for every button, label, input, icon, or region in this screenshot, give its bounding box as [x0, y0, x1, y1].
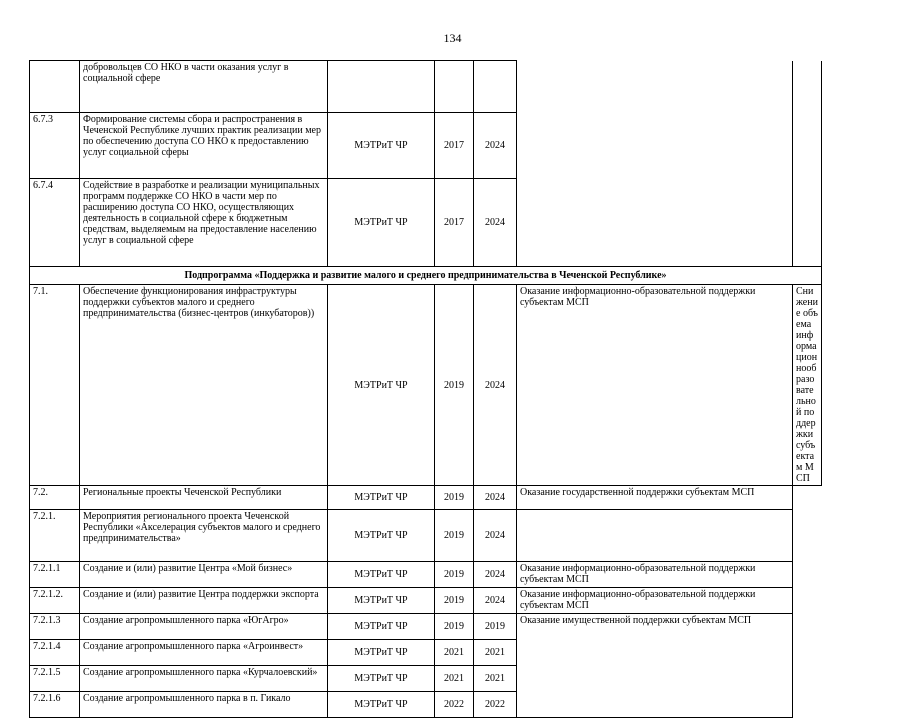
blank-result-area [517, 61, 793, 267]
executor: МЭТРиТ ЧР [328, 640, 435, 666]
end-year: 2024 [474, 113, 517, 179]
row-number: 7.2.1.4 [30, 640, 80, 666]
row-number [30, 61, 80, 113]
table-row [30, 562, 822, 588]
start-year: 2019 [435, 285, 474, 486]
end-year: 2024 [474, 510, 517, 562]
executor: МЭТРиТ ЧР [328, 510, 435, 562]
result-text: Оказание информационно-образовательной поддержки субъектам МСП [517, 285, 793, 486]
executor: МЭТРиТ ЧР [328, 562, 435, 588]
table-row [30, 510, 822, 562]
measures-table [29, 60, 822, 718]
measure-text: Мероприятия регионального проекта Чеченской Республики «Акселерация субъектов малого и среднего предпринимательства» [80, 510, 328, 562]
start-year: 2019 [435, 614, 474, 640]
start-year: 2019 [435, 510, 474, 562]
executor: МЭТРиТ ЧР [328, 692, 435, 718]
measure-text: Создание агропромышленного парка «ЮгАгро» [80, 614, 328, 640]
executor: МЭТРиТ ЧР [328, 285, 435, 486]
result-text: Оказание имущественной поддержки субъектам МСП [517, 614, 793, 718]
row-number: 7.2.1. [30, 510, 80, 562]
result-text: Оказание информационно-образовательной поддержки субъектам МСП [517, 562, 793, 588]
indicator-blank [793, 61, 822, 267]
executor: МЭТРиТ ЧР [328, 486, 435, 510]
measure-text: Региональные проекты Чеченской Республики [80, 486, 328, 510]
measure-text: Содействие в разработке и реализации муниципальных программ поддержке СО НКО в части мер по расширению доступа СО НКО, осуществляющих деятельность в социальной сфере к бюджетным средствам, выделяемым на предоставление населению услуг в социальной сфере [80, 179, 328, 267]
page-number: 134 [443, 31, 462, 45]
start-year: 2019 [435, 588, 474, 614]
executor: МЭТРиТ ЧР [328, 113, 435, 179]
result-text: Оказание информационно-образовательной поддержки субъектам МСП [517, 588, 793, 614]
measure-text: Создание и (или) развитие Центра поддержки экспорта [80, 588, 328, 614]
start-year [435, 61, 474, 113]
row-number: 6.7.4 [30, 179, 80, 267]
start-year: 2019 [435, 562, 474, 588]
end-year: 2021 [474, 666, 517, 692]
row-number: 7.2. [30, 486, 80, 510]
measure-text: Формирование системы сбора и распространения в Чеченской Республике лучших практик реализации мер по обеспечению доступа СО НКО к предоставлению услуг социальной сферы [80, 113, 328, 179]
subprogram-row [30, 267, 822, 285]
start-year: 2021 [435, 640, 474, 666]
table-row [30, 285, 822, 486]
measure-text: Создание агропромышленного парка в п. Гикало [80, 692, 328, 718]
executor: МЭТРиТ ЧР [328, 666, 435, 692]
executor: МЭТРиТ ЧР [328, 588, 435, 614]
end-year: 2024 [474, 486, 517, 510]
subprogram-title: Подпрограмма «Поддержка и развитие малого и среднего предпринимательства в Чеченской Республике» [30, 267, 822, 285]
executor: МЭТРиТ ЧР [328, 614, 435, 640]
executor: МЭТРиТ ЧР [328, 179, 435, 267]
start-year: 2017 [435, 179, 474, 267]
end-year: 2021 [474, 640, 517, 666]
indicator-blank [793, 486, 822, 692]
table-row [30, 614, 822, 640]
start-year: 2022 [435, 692, 474, 718]
table-row [30, 588, 822, 614]
measure-text: Создание агропромышленного парка «Курчалоевский» [80, 666, 328, 692]
start-year: 2017 [435, 113, 474, 179]
measure-text: добровольцев СО НКО в части оказания услуг в социальной сфере [80, 61, 328, 113]
end-year: 2024 [474, 285, 517, 486]
executor [328, 61, 435, 113]
measure-text: Создание агропромышленного парка «Агроинвест» [80, 640, 328, 666]
measure-text: Создание и (или) развитие Центра «Мой бизнес» [80, 562, 328, 588]
end-year: 2019 [474, 614, 517, 640]
end-year [474, 61, 517, 113]
start-year: 2019 [435, 486, 474, 510]
table-row [30, 486, 822, 510]
end-year: 2022 [474, 692, 517, 718]
row-number: 7.2.1.1 [30, 562, 80, 588]
row-number: 7.2.1.2. [30, 588, 80, 614]
end-year: 2024 [474, 179, 517, 267]
result-text: Оказание государственной поддержки субъектам МСП [517, 486, 793, 510]
table-row [30, 61, 822, 113]
indicator-text: Снижение объема информационнообразовательной поддержки субъектам МСП [793, 285, 822, 486]
end-year: 2024 [474, 588, 517, 614]
measure-text: Обеспечение функционирования инфраструктуры поддержки субъектов малого и среднего предпринимательства (бизнес-центров (инкубаторов)) [80, 285, 328, 486]
end-year: 2024 [474, 562, 517, 588]
row-number: 7.2.1.6 [30, 692, 80, 718]
row-number: 7.2.1.3 [30, 614, 80, 640]
row-number: 7.1. [30, 285, 80, 486]
row-number: 6.7.3 [30, 113, 80, 179]
start-year: 2021 [435, 666, 474, 692]
row-number: 7.2.1.5 [30, 666, 80, 692]
result-text [517, 510, 793, 562]
